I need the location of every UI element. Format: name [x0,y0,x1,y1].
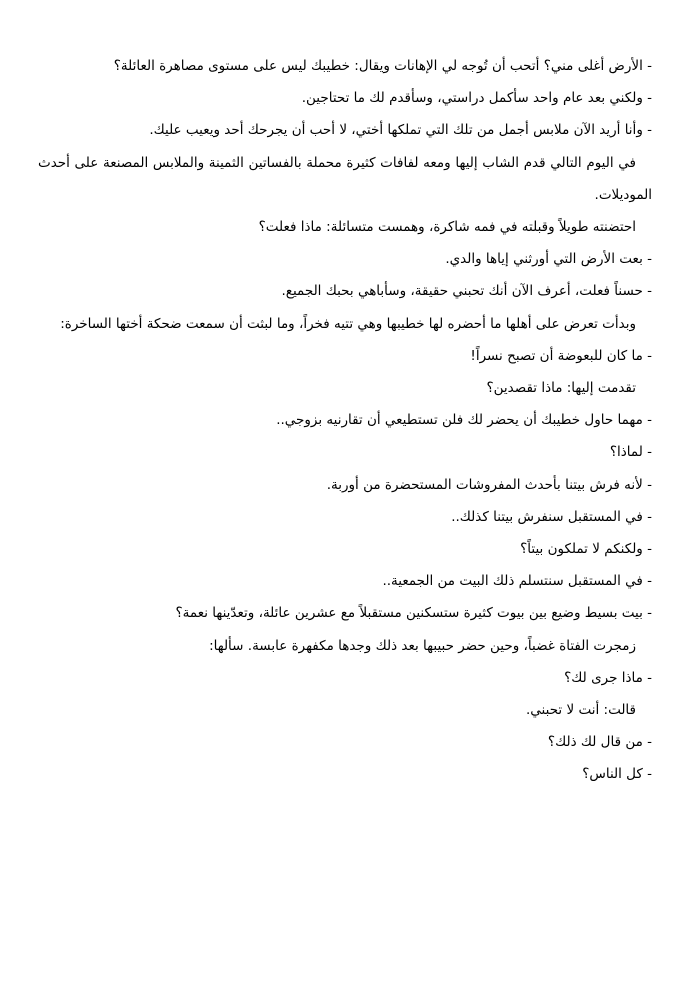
dialogue-line: - في المستقبل سنفرش بيتنا كذلك.. [451,508,652,525]
dialogue-line: - بعت الأرض التي أورثني إياها والدي. [445,251,652,268]
narration-paragraph: في اليوم التالي قدم الشاب إليها ومعه لفافات كثيرة محملة بالفساتين الثمينة والملابس المصنعة على أحدث الموديلات. [38,154,652,203]
dialogue-line: - ولكني بعد عام واحد سأكمل دراستي، وسأقدم لك ما تحتاجين. [301,90,652,107]
dialogue-line: - الأرض أغلى مني؟ أتحب أن تُوجه لي الإهانات ويقال: خطيبك ليس على مستوى مصاهرة العائلة؟ [113,58,652,74]
dialogue-line: - كل الناس؟ [582,766,652,783]
narration-paragraph: احتضنته طويلاً وقبلته في فمه شاكرة، وهمست متسائلة: ماذا فعلت؟ [258,219,636,236]
dialogue-line: - بيت بسيط وضيع بين بيوت كثيرة ستسكنين مستقبلاً مع عشرين عائلة، وتعدّينها نعمة؟ [175,605,652,622]
narration-paragraph: وبدأت تعرض على أهلها ما أحضره لها خطيبها وهي تتيه فخراً، وما لبثت أن سمعت ضحكة أختها الساخرة: [60,315,636,332]
dialogue-line: - لماذا؟ [609,444,652,461]
dialogue-line: - ما كان للبعوضة أن تصبح نسراً! [470,347,652,364]
dialogue-line: - لأنه فرش بيتنا بأحدث المفروشات المستحضرة من أوربة. [326,476,652,493]
dialogue-line: - من قال لك ذلك؟ [547,734,652,751]
narration-paragraph: تقدمت إليها: ماذا تقصدين؟ [486,380,636,397]
narration-paragraph: قالت: أنت لا تحبني. [526,702,636,719]
dialogue-line: - وأنا أريد الآن ملابس أجمل من تلك التي تملكها أختي، لا أحب أن يجرحك أحد ويعيب عليك. [149,122,652,139]
dialogue-line: - حسناً فعلت، أعرف الآن أنك تحبني حقيقة، وسأباهي بحبك الجميع. [281,283,652,300]
dialogue-line: - مهما حاول خطيبك أن يحضر لك فلن تستطيعي أن تقارنيه بزوجي.. [276,412,652,429]
dialogue-line: - في المستقبل سنتسلم ذلك البيت من الجمعية.. [382,573,652,590]
narration-paragraph: زمجرت الفتاة غضباً، وحين حضر حبيبها بعد ذلك وجدها مكفهرة عابسة. سألها: [209,637,636,654]
document-page [38,50,652,791]
dialogue-line: - ولكنكم لا تملكون بيتاً؟ [520,541,652,558]
dialogue-line: - ماذا جرى لك؟ [564,669,652,686]
